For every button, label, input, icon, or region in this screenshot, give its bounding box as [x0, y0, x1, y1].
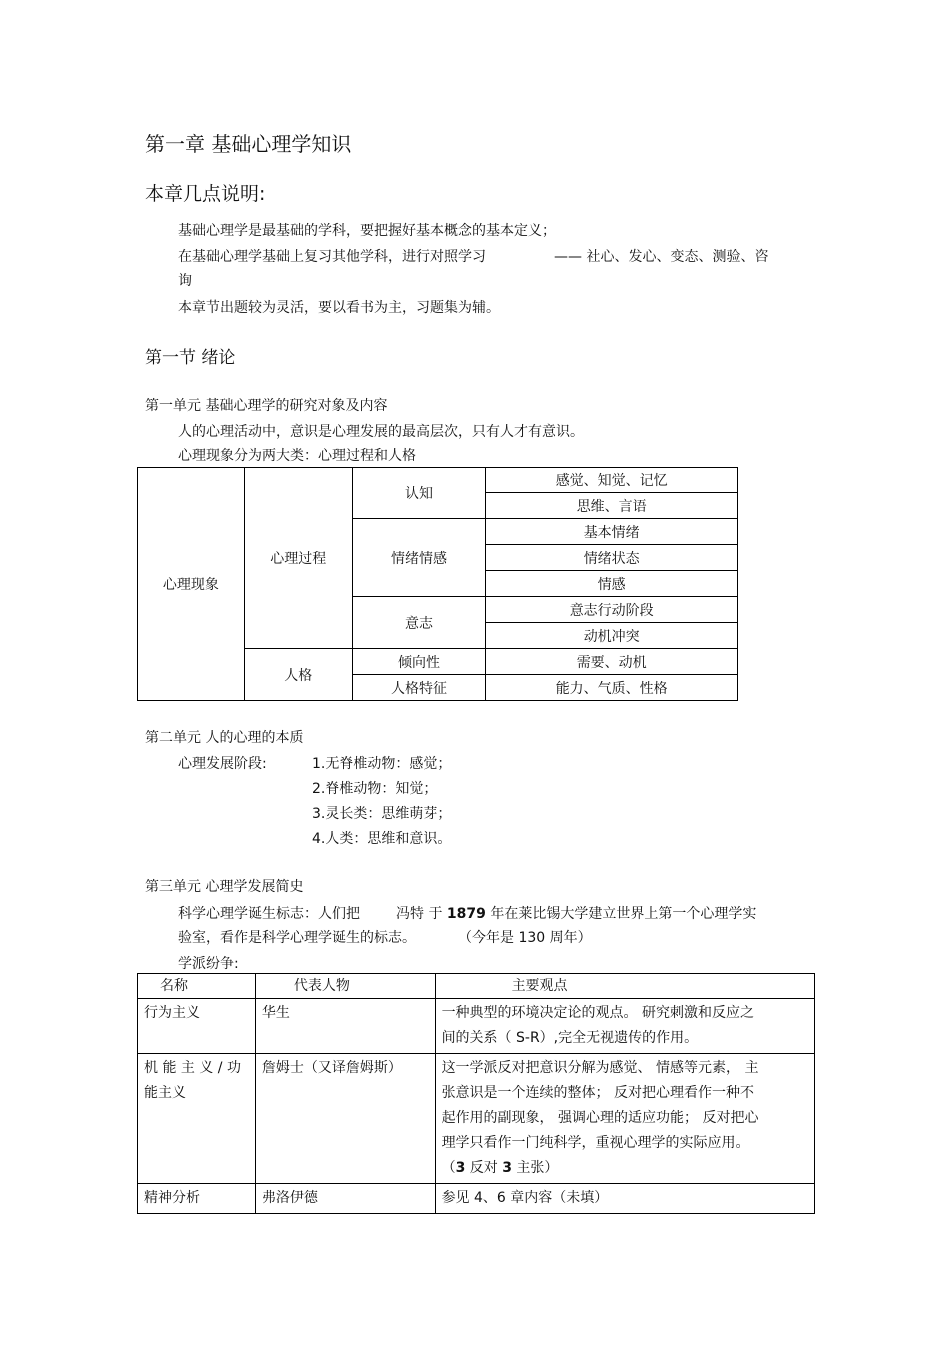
personality-cell: 人格	[244, 649, 352, 701]
unit2-title: 第二单元 人的心理的本质	[145, 730, 304, 746]
trait-cell: 人格特征	[352, 675, 486, 701]
view-line: 张意识是一个连续的整体； 反对把心理看作一种不	[441, 1085, 755, 1101]
cognition-cell: 认知	[352, 468, 486, 519]
stage-item: 2.脊椎动物：知觉；	[312, 781, 438, 797]
school-person: 弗洛伊德	[255, 1184, 435, 1214]
note-mid: 反对	[465, 1160, 503, 1176]
cognition-item: 思维、言语	[486, 493, 738, 519]
will-item: 动机冲突	[486, 623, 738, 649]
note-line-2: 在基础心理学基础上复习其他学科，进行对照学习	[178, 249, 486, 265]
unit1-line-1: 人的心理活动中，意识是心理发展的最高层次，只有人才有意识。	[178, 424, 584, 440]
emotion-item: 情感	[486, 571, 738, 597]
tendency-item: 需要、动机	[486, 649, 738, 675]
view-line: 起作用的副现象， 强调心理的适应功能； 反对把心	[441, 1110, 759, 1126]
note-open: （	[441, 1160, 456, 1176]
note-close: 主张）	[511, 1160, 559, 1176]
note-line-2-suffix: —— 社心、发心、变态、测验、咨	[554, 249, 769, 265]
stage-item: 4.人类：思维和意识。	[312, 831, 452, 847]
emotion-item: 基本情绪	[486, 519, 738, 545]
school-name	[138, 1054, 256, 1184]
unit3-line-1-a: 科学心理学诞生标志：人们把	[178, 906, 360, 922]
unit1-title: 第一单元 基础心理学的研究对象及内容	[145, 398, 388, 414]
school-name: 精神分析	[138, 1184, 256, 1214]
table-row	[138, 1054, 815, 1184]
stage-item: 1.无脊椎动物：感觉；	[312, 756, 452, 772]
school-view: 参见 4、6 章内容（未填）	[435, 1184, 814, 1214]
stage-item: 3.灵长类：思维萌芽；	[312, 806, 452, 822]
unit3-title: 第三单元 心理学发展简史	[145, 879, 304, 895]
section-title: 第一节 绪论	[145, 348, 236, 368]
note-line-2-wrap: 询	[178, 273, 192, 289]
will-cell: 意志	[352, 597, 486, 649]
unit2-label: 心理发展阶段:	[178, 756, 267, 772]
year-1879: 1879	[446, 906, 486, 922]
note-num-1: 3	[455, 1160, 466, 1176]
unit3-line-2-b: （今年是 130 周年）	[458, 930, 592, 946]
emotion-item: 情绪状态	[486, 545, 738, 571]
emotion-cell: 情绪情感	[352, 519, 486, 597]
school-person: 华生	[255, 999, 435, 1054]
note-line-1: 基础心理学是最基础的学科，要把握好基本概念的基本定义；	[178, 223, 556, 239]
chapter-title: 第一章 基础心理学知识	[145, 132, 352, 156]
header-view: 主要观点	[435, 974, 814, 999]
view-line: 理学只看作一门纯科学，重视心理学的实际应用。	[441, 1135, 750, 1151]
header-name: 名称	[138, 974, 256, 999]
trait-item: 能力、气质、性格	[486, 675, 738, 701]
schools-label: 学派纷争:	[178, 956, 239, 972]
note-line-3: 本章节出题较为灵活，要以看书为主，习题集为辅。	[178, 300, 500, 316]
will-item: 意志行动阶段	[486, 597, 738, 623]
view-line: 这一学派反对把意识分解为感觉、 情感等元素， 主	[441, 1060, 759, 1076]
process-cell: 心理过程	[244, 468, 352, 649]
name-line: 能主义	[144, 1085, 186, 1101]
school-view	[435, 999, 814, 1054]
view-line: 一种典型的环境决定论的观点。 研究刺激和反应之	[441, 1005, 755, 1021]
unit3-line-1-c: 年在莱比锡大学建立世界上第一个心理学实	[490, 906, 757, 922]
unit3-line-1-rest	[396, 903, 756, 923]
school-view	[435, 1054, 814, 1184]
phenomena-table	[137, 467, 738, 701]
school-name: 行为主义	[138, 999, 256, 1054]
cognition-item: 感觉、知觉、记忆	[486, 468, 738, 493]
view-line: 间的关系（ S-R）,完全无视遗传的作用。	[441, 1030, 699, 1046]
note-num-2: 3	[502, 1160, 512, 1176]
notes-heading: 本章几点说明:	[145, 183, 266, 205]
school-person: 詹姆士（又译詹姆斯）	[255, 1054, 435, 1184]
unit3-line-2-a: 验室，看作是科学心理学诞生的标志。	[178, 930, 416, 946]
phenomena-root: 心理现象	[138, 468, 245, 701]
unit3-line-1-b: 冯特 于	[396, 906, 443, 922]
view-note	[442, 1156, 808, 1181]
unit1-line-2: 心理现象分为两大类：心理过程和人格	[178, 448, 416, 464]
name-line: 机 能 主 义 / 功	[144, 1060, 241, 1076]
table-row	[138, 1184, 815, 1214]
table-row	[138, 999, 815, 1054]
unit3-line-1	[178, 903, 360, 923]
tendency-cell: 倾向性	[352, 649, 486, 675]
header-person: 代表人物	[255, 974, 435, 999]
schools-table	[137, 973, 815, 1214]
